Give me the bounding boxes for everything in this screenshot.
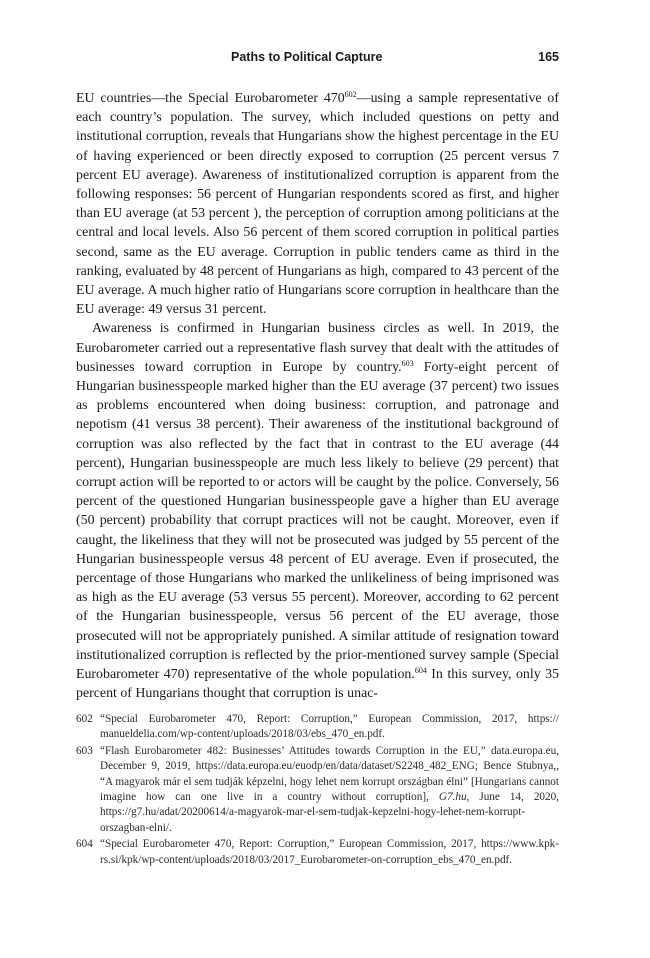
paragraph-2-text-a: Awareness is confirmed in Hungarian business circles as well. In 2019, the Eurobarometer carried out a representative flash survey that dealt with the attitudes of businesses toward corruption in Europe by country.: [76, 321, 559, 375]
footnote-source-italic: G7.hu: [438, 791, 467, 804]
footnote-text: “Special Eurobarometer 470, Report: Corruption,” European Commission, 2017, https://​manueldelia.com/wp-content/uploads/2018/03/ebs_470_en.pdf.: [100, 713, 559, 741]
footnote-ref-603[interactable]: 603: [401, 358, 414, 368]
footnote-text: “Special Eurobarometer 470, Report: Corruption,” European Commission, 2017, https://www​.kpk-rs.si/kpk/wp-content/uploads/2018/03/2017_Eurobarometer-on-corruption_ebs_470​_en.pdf.: [100, 838, 559, 866]
footnote-603: [76, 744, 559, 836]
footnote-ref-602[interactable]: 602: [344, 90, 357, 99]
footnote-604: [76, 837, 559, 868]
footnote-text-b: , June 14, 2020, https://g7.hu/adat/20200614/a-magyarok-mar-el-sem-tudjak-kepzelni-hogy-lehet​-nem-korrupt-orszagban-elni/.: [100, 791, 559, 834]
footnote-number: 603: [76, 744, 93, 757]
footnote-number: 602: [76, 713, 93, 725]
running-header: [76, 50, 559, 68]
paragraph-1-text-a: EU countries—the Special Eurobarometer 470: [76, 91, 345, 106]
footnotes: [76, 712, 559, 869]
paragraph-2: [76, 319, 559, 703]
footnote-text-a: “Flash Eurobarometer 482: Businesses’ Attitudes towards Corruption in the EU,” data.europa​.eu, December 9, 2019, https://data.europa.eu/euodp/en/data/dataset/S2248_482_ENG; Bence Stubnya,, “A magyarok már el sem tudják képzelni, hogy lehet nem korrupt országban élni” [Hungarians cannot imagine how can one live in a country without corruption],: [100, 744, 559, 804]
paragraph-2-text-c: In this survey, only 35 percent of Hungarians thought that corruption is unac-: [76, 667, 560, 702]
footnote-602: [76, 712, 559, 743]
page-number: 165: [538, 50, 559, 64]
body-text: [76, 89, 559, 704]
paragraph-2-text-b: Forty-eight percent of Hungarian businesspeople marked higher than the EU average (37 percent) two issues as problems encountered when doing business: corruption, and patronage and nepotism (41 versus 38 percent). Their awareness of the institutional background of corruption was also reflected by the fact that in contrast to the EU average (44 percent), Hungarian businesspeople are much less likely to believe (29 percent) that corrupt action will be reported to or actors will be caught by the police. Conversely, 56 percent of the questioned Hungarian businesspeople gave a higher than EU average (50 percent) probability that corrupt practices will not be caught. Moreover, even if caught, the likeliness that they will not be prosecuted was judged by 55 percent of the Hungarian businesspeople versus 48 percent of EU average. Even if prosecuted, the percentage of those Hungarians who marked the unlikeliness of being imprisoned was as high as the EU average (53 versus 55 percent). Moreover, according to 62 percent of the Hungarian businesspeople, versus 56 percent of the EU average, those prosecuted will not be appropriately punished. A similar attitude of resignation toward institutionalized corruption is reflected by the prior-mentioned survey sample (Special Eurobarometer 470) representative of the whole population.: [76, 359, 559, 683]
paragraph-1: [76, 89, 559, 319]
footnote-number: 604: [76, 838, 93, 851]
footnote-ref-604[interactable]: 604: [414, 666, 427, 676]
footnote-text: [100, 745, 559, 834]
paragraph-1-text-b: —using a sample representative of each country’s population. The survey, which included questions on petty and institutional corruption, reveals that Hungarians show the highest percentage in the EU of having experienced or been directly exposed to corruption (25 percent versus 7 percent EU average). Awareness of institutionalized corruption is apparent from the following responses: 56 percent of Hungarian respondents scored as first, and higher than EU average (at 53 percent ), the perception of corruption among politicians at the central and local levels. Also 56 percent of them scored corruption in political parties second, same as the EU average. Corruption in public tenders came as third in the ranking, evaluated by 48 percent of Hungarians as high, compared to 43 percent of the EU average. A much higher ratio of Hungarians score corruption in healthcare than the EU average: 49 versus 31 percent.: [76, 91, 559, 318]
running-title: Paths to Political Capture: [231, 50, 383, 64]
